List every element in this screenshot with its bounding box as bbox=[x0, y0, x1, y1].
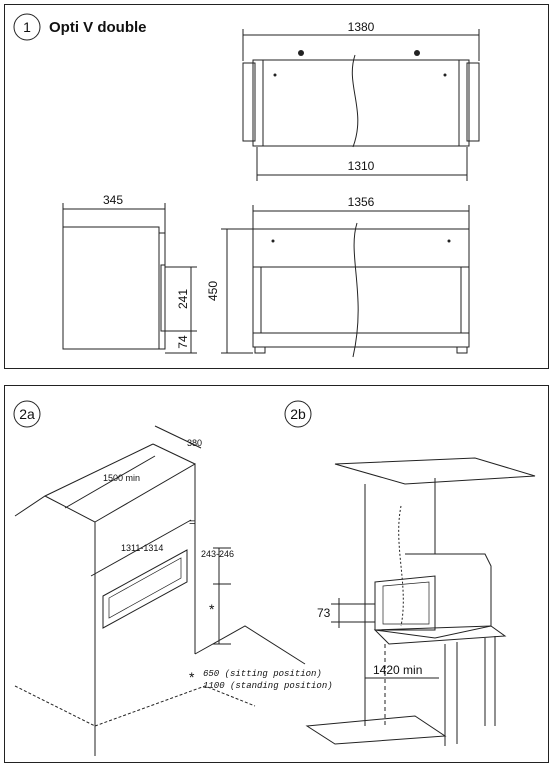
panel-opti-v-double bbox=[4, 4, 549, 369]
dim-2a-depth: 380 bbox=[187, 438, 203, 448]
technical-drawing-1 bbox=[5, 5, 550, 370]
dim-2a-opening-width: 1311-1314 bbox=[121, 543, 164, 553]
stand-legs bbox=[445, 636, 495, 746]
dim-2b-min-height: 1420 min bbox=[373, 663, 423, 677]
dim-inner-width: 1310 bbox=[347, 159, 375, 173]
break-line-front bbox=[353, 223, 358, 357]
section-2a-number: 2a bbox=[19, 406, 35, 422]
stove-box bbox=[375, 554, 491, 638]
star-mark: * bbox=[209, 601, 215, 617]
dim-top-width: 1380 bbox=[347, 20, 375, 34]
floor-plate bbox=[307, 716, 445, 744]
dim-base-height: 74 bbox=[176, 335, 190, 349]
dim-opening-height: 241 bbox=[176, 288, 190, 310]
chimney-front bbox=[95, 464, 195, 654]
section-title: Opti V double bbox=[49, 19, 147, 36]
technical-drawing-2 bbox=[5, 386, 550, 764]
note-sitting: 650 (sitting position) bbox=[203, 669, 322, 679]
star-note-mark: * bbox=[189, 669, 195, 685]
section-number: 1 bbox=[23, 19, 31, 35]
wall-left-face bbox=[15, 496, 95, 756]
top-view-outline bbox=[253, 60, 469, 146]
front-view-outline bbox=[253, 229, 469, 347]
dim-2b-gap: 73 bbox=[317, 606, 331, 620]
panel-installation bbox=[4, 385, 549, 763]
section-2b-number: 2b bbox=[290, 406, 306, 422]
dim-front-width: 1356 bbox=[347, 195, 375, 209]
dim-line-73 bbox=[331, 604, 375, 622]
dim-depth: 345 bbox=[102, 193, 124, 207]
equal-mark: = bbox=[189, 517, 196, 529]
break-line bbox=[352, 55, 358, 147]
note-standing: 1100 (standing position) bbox=[203, 681, 333, 691]
front-view-opening bbox=[261, 267, 461, 333]
dim-2a-opening-height: 243-246 bbox=[201, 549, 235, 559]
side-view-outline bbox=[63, 227, 159, 349]
dim-height: 450 bbox=[206, 280, 220, 302]
dim-2a-min-width: 1500 min bbox=[103, 473, 141, 483]
